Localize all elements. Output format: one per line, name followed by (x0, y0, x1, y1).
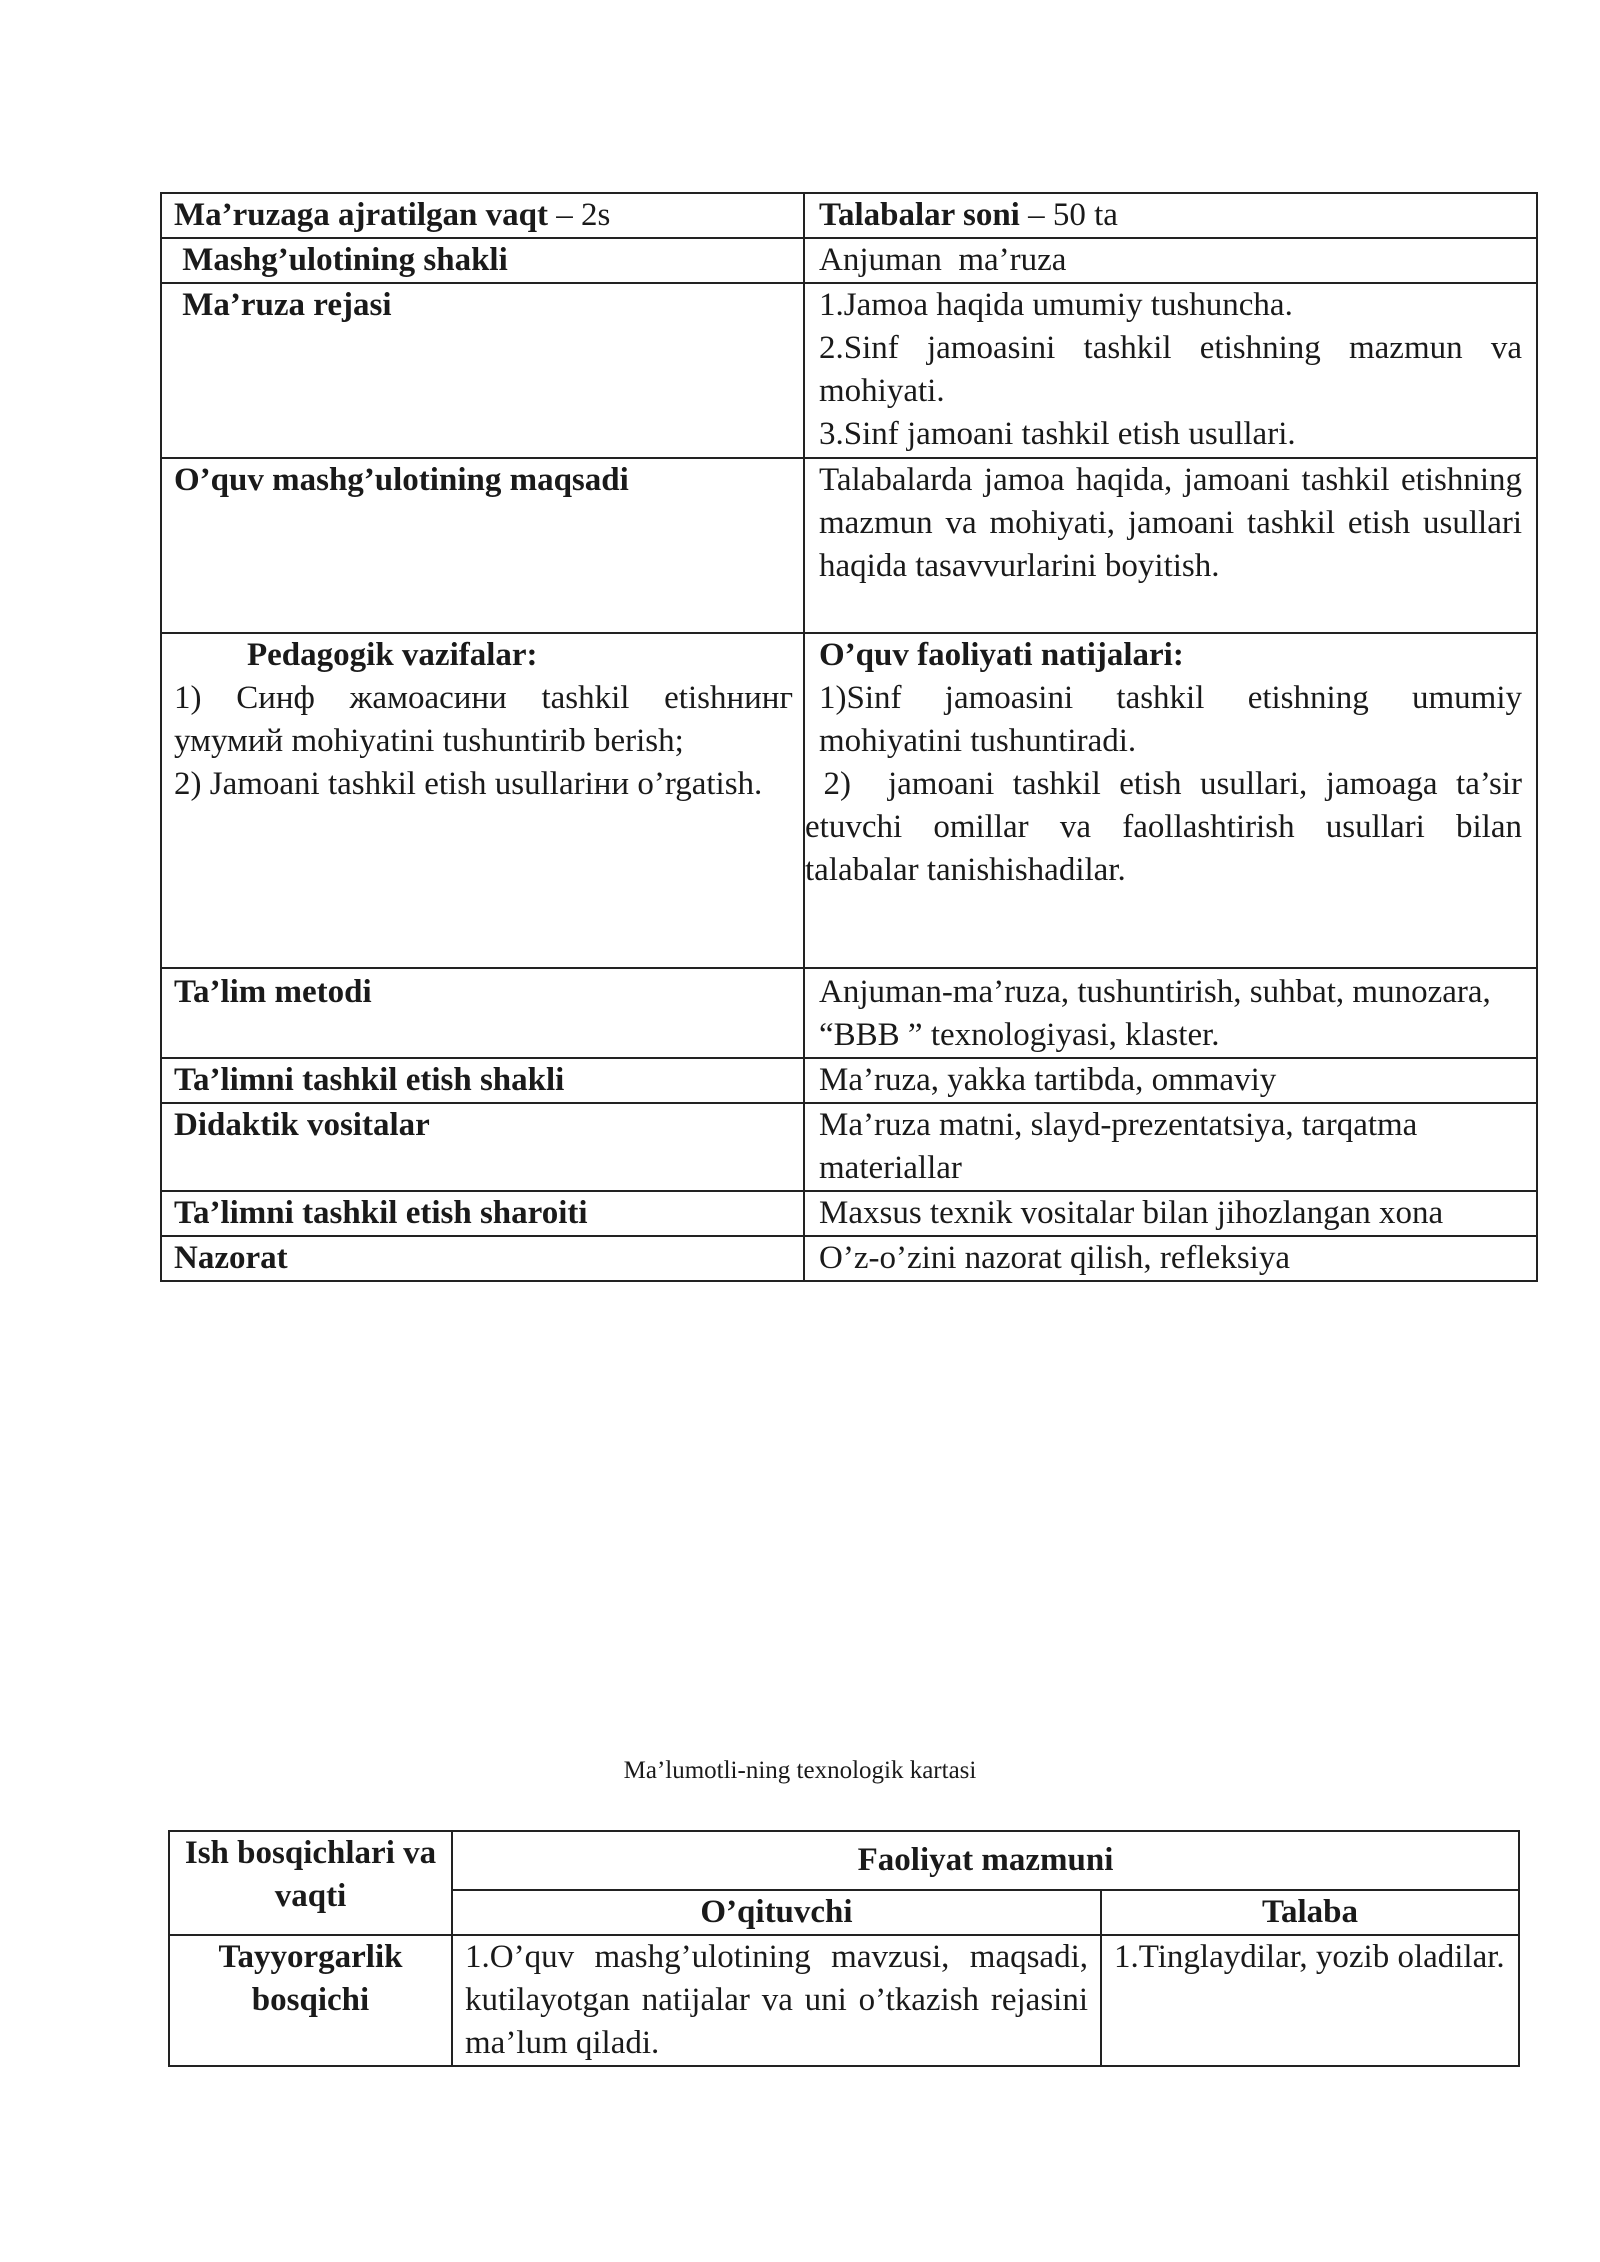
didactic-label: Didaktik vositalar (161, 1103, 804, 1191)
plan-list (804, 283, 1537, 458)
plan-item: 2.Sinf jamoasini tashkil etishning mazmun va mohiyati. (819, 330, 1522, 409)
goal-value: Talabalarda jamoa haqida, jamoani tashkil etishning mazmun va mohiyati, jamoani tashkil etish usullari haqida tasavvurlarini boyitish. (804, 458, 1537, 633)
form-value: Anjuman ma’ruza (804, 238, 1537, 283)
goal-label: O’quv mashg’ulotining maqsadi (161, 458, 804, 633)
students-cell (804, 193, 1537, 238)
method-value: Anjuman-ma’ruza, tushuntirish, suhbat, munozara, “BBB ” texnologiyasi, klaster. (804, 968, 1537, 1058)
tasks-heading: Pedagogik vazifalar: (247, 637, 538, 673)
table-row (169, 1935, 1519, 2066)
tech-card-table (168, 1830, 1520, 2067)
student-header: Talaba (1101, 1890, 1519, 1935)
results-cell (804, 633, 1537, 968)
result-item: 2) jamoani tashkil etish usullari, jamoaga ta’sir etuvchi omillar va faollashtirish usullari bilan talabalar tanishishadilar. (805, 766, 1531, 888)
task-item: 2) Jamoani tashkil etish usullariни o’rgatish. (174, 766, 763, 802)
plan-item: 3.Sinf jamoani tashkil etish usullari. (819, 416, 1296, 452)
form-label: Mashg’ulotining shakli (161, 238, 804, 283)
teacher-header: O’qituvchi (452, 1890, 1101, 1935)
result-item: 1)Sinf jamoasini tashkil etishning umumiy mohiyatini tushuntiradi. (819, 680, 1522, 759)
time-value: – 2s (547, 197, 611, 233)
time-label: Ma’ruzaga ajratilgan vaqt (174, 197, 548, 233)
conditions-label: Ta’limni tashkil etish sharoiti (161, 1191, 804, 1236)
control-value: O’z-o’zini nazorat qilish, refleksiya (804, 1236, 1537, 1281)
stage-cell: Tayyorgarlik bosqichi (169, 1935, 452, 2066)
control-label: Nazorat (161, 1236, 804, 1281)
org-form-label: Ta’limni tashkil etish shakli (161, 1058, 804, 1103)
students-value: – 50 ta (1019, 197, 1118, 233)
plan-item: 1.Jamoa haqida umumiy tushuncha. (819, 287, 1293, 323)
teacher-cell: 1.O’quv mashg’ulotining mavzusi, maqsadi, kutilayotgan natijalar va uni o’tkazish rejasini ma’lum qiladi. (452, 1935, 1101, 2066)
didactic-value: Ma’ruza matni, slayd-prezentatsiya, tarqatma materiallar (804, 1103, 1537, 1191)
tasks-cell (161, 633, 804, 968)
activity-header: Faoliyat mazmuni (452, 1831, 1519, 1890)
conditions-value: Maxsus texnik vositalar bilan jihozlangan xona (804, 1191, 1537, 1236)
time-cell (161, 193, 804, 238)
method-label: Ta’lim metodi (161, 968, 804, 1058)
task-item: 1) Синф жамоасини tashkil etishнинг умумий mohiyatini tushuntirib berish; (174, 680, 793, 759)
tech-card-caption: Ma’lumotli-ning texnologik kartasi (623, 1757, 977, 1784)
stage-header: Ish bosqichlari va vaqti (169, 1831, 452, 1935)
org-form-value: Ma’ruza, yakka tartibda, ommaviy (804, 1058, 1537, 1103)
results-heading: O’quv faoliyati natijalari: (819, 637, 1184, 673)
students-label: Talabalar soni (819, 197, 1020, 233)
student-cell: 1.Tinglaydilar, yozib oladilar. (1101, 1935, 1519, 2066)
plan-label: Ma’ruza rejasi (161, 283, 804, 458)
lecture-info-table (160, 192, 1538, 1282)
